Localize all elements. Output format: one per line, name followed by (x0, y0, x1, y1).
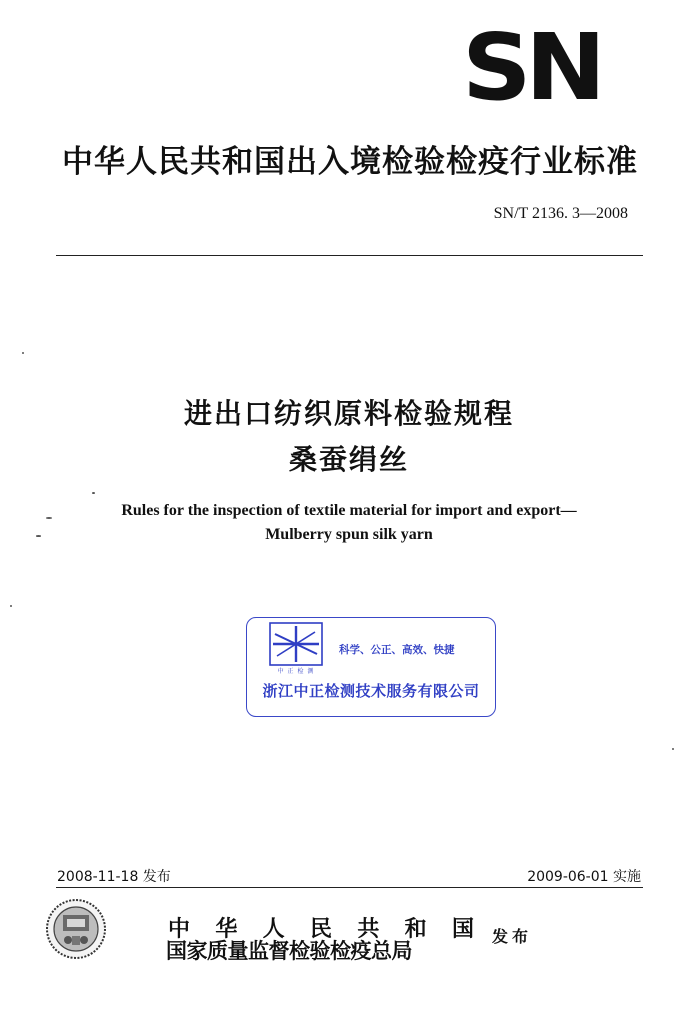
header-divider (56, 255, 643, 256)
issue-date: 2008-11-18 发布 (57, 869, 171, 885)
standard-code: SN/T 2136. 3—2008 (493, 205, 628, 222)
scan-speck (10, 605, 12, 607)
cn-title-line2: 桑蚕绢丝 (288, 443, 409, 476)
stamp-company-name: 浙江中正检测技术服务有限公司 (262, 682, 480, 700)
organization-title: 中华人民共和国出入境检验检疫行业标准 (62, 144, 638, 180)
cross-lines-logo-icon (269, 622, 323, 666)
company-stamp (246, 617, 496, 717)
scan-speck (36, 535, 41, 537)
issuer-char: 人 (262, 916, 285, 942)
scan-speck (22, 352, 24, 354)
cn-title-line1: 进出口纺织原料检验规程 (183, 397, 514, 430)
issuer-char: 民 (309, 916, 332, 942)
implementation-date: 2009-06-01 实施 (527, 869, 641, 885)
issuer-char: 国 (451, 916, 474, 942)
scan-speck (46, 517, 52, 519)
scan-speck (92, 492, 95, 494)
scan-speck (672, 748, 674, 750)
issue-label: 发布 (492, 927, 533, 946)
en-title-line2: Mulberry spun silk yarn (265, 526, 433, 543)
national-seal-icon (44, 898, 108, 960)
issuer-char: 共 (357, 916, 380, 942)
footer-divider (56, 887, 643, 888)
issuer-char: 和 (404, 916, 427, 942)
en-title-line1: Rules for the inspection of textile material for import and export— (121, 502, 577, 519)
stamp-logo-caption: 中 正 检 测 (277, 668, 315, 675)
sn-logo: SN (462, 14, 600, 121)
issuer-line2: 国家质量监督检验检疫总局 (166, 938, 412, 963)
issuer-char: 中 (168, 916, 191, 942)
issuer-char: 华 (215, 916, 238, 942)
stamp-slogan: 科学、公正、高效、快捷 (339, 644, 455, 656)
